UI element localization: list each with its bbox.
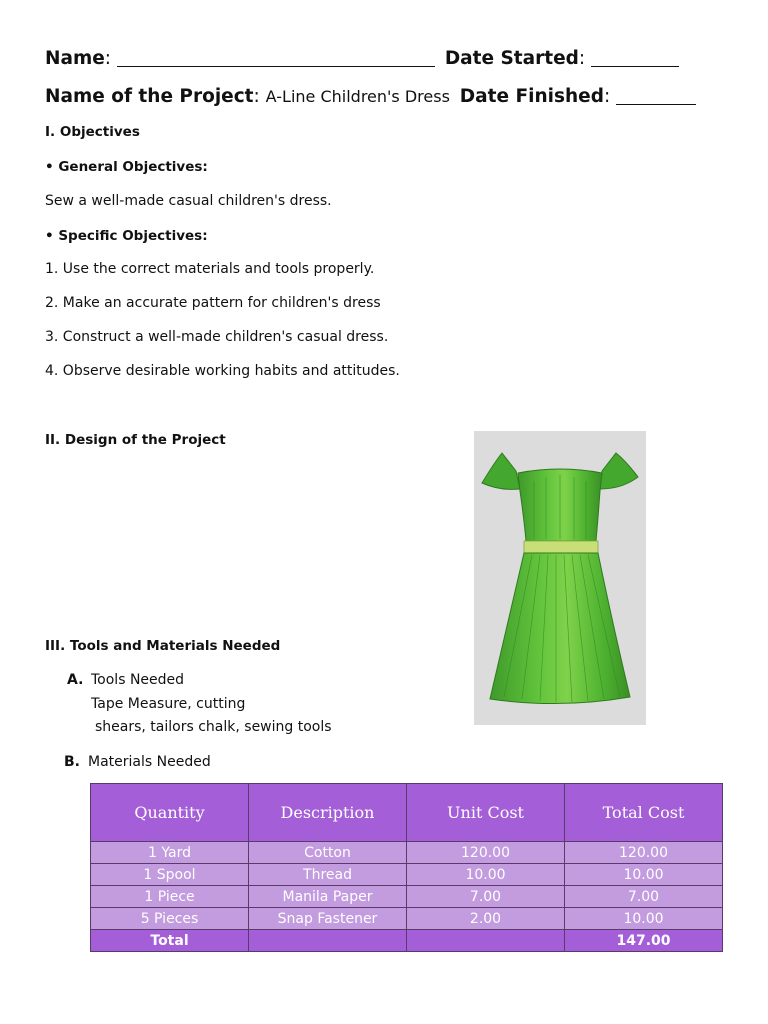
- tools-materials-heading: III. Tools and Materials Needed: [45, 638, 281, 654]
- unit-cost-cell: 120.00: [407, 842, 565, 864]
- general-objective-text: Sew a well-made casual children's dress.: [45, 193, 332, 209]
- name-field[interactable]: [117, 48, 435, 67]
- description-cell: Snap Fastener: [249, 908, 407, 930]
- quantity-cell: 1 Spool: [91, 864, 249, 886]
- table-row: [91, 864, 723, 886]
- unit-cost-cell: 7.00: [407, 886, 565, 908]
- description-cell: Cotton: [249, 842, 407, 864]
- tools-needed-line: Tape Measure, cutting: [91, 696, 246, 712]
- date-finished-field[interactable]: [616, 86, 696, 105]
- quantity-cell: 1 Piece: [91, 886, 249, 908]
- table-row: [91, 908, 723, 930]
- total-cost-cell: 10.00: [565, 908, 723, 930]
- table-row: [91, 842, 723, 864]
- table-row: [91, 886, 723, 908]
- specific-objective-item: 1. Use the correct materials and tools properly.: [45, 261, 375, 277]
- empty-cell: [407, 930, 565, 952]
- unit-cost-cell: 10.00: [407, 864, 565, 886]
- date-finished-label: Date Finished: [459, 86, 604, 107]
- quantity-cell: 5 Pieces: [91, 908, 249, 930]
- specific-objective-item: 2. Make an accurate pattern for children's dress: [45, 295, 381, 311]
- total-cost-cell: 10.00: [565, 864, 723, 886]
- project-label: Name of the Project: [45, 86, 254, 107]
- dress-drawing: [474, 431, 646, 725]
- specific-objectives-heading: • Specific Objectives:: [45, 228, 208, 244]
- empty-cell: [249, 930, 407, 952]
- total-value-cell: 147.00: [565, 930, 723, 952]
- column-header-quantity: Quantity: [91, 784, 249, 842]
- quantity-cell: 1 Yard: [91, 842, 249, 864]
- design-heading: II. Design of the Project: [45, 432, 226, 448]
- description-cell: Manila Paper: [249, 886, 407, 908]
- tools-needed-line: shears, tailors chalk, sewing tools: [95, 719, 332, 735]
- tools-list-marker: A.: [67, 672, 84, 688]
- objectives-heading: I. Objectives: [45, 124, 140, 140]
- column-header-total-cost: Total Cost: [565, 784, 723, 842]
- materials-list-marker: B.: [64, 754, 80, 770]
- total-cost-cell: 7.00: [565, 886, 723, 908]
- materials-needed-title: Materials Needed: [88, 754, 211, 770]
- materials-table: [90, 783, 723, 952]
- total-label-cell: Total: [91, 930, 249, 952]
- date-started-label: Date Started: [444, 48, 579, 69]
- project-name: A-Line Children's Dress: [265, 87, 450, 106]
- total-cost-cell: 120.00: [565, 842, 723, 864]
- tools-needed-title: Tools Needed: [91, 672, 185, 688]
- column-header-unit-cost: Unit Cost: [407, 784, 565, 842]
- column-header-description: Description: [249, 784, 407, 842]
- table-header-row: [91, 784, 723, 842]
- description-cell: Thread: [249, 864, 407, 886]
- dress-design-image: [474, 431, 646, 725]
- name-label: Name: [45, 48, 105, 69]
- unit-cost-cell: 2.00: [407, 908, 565, 930]
- general-objectives-heading: • General Objectives:: [45, 159, 208, 175]
- project-line: Name of the Project: A-Line Children's Dress Date Finished:: [45, 86, 696, 107]
- date-started-field[interactable]: [591, 48, 679, 67]
- specific-objective-item: 4. Observe desirable working habits and attitudes.: [45, 363, 400, 379]
- table-total-row: [91, 930, 723, 952]
- name-line: Name: Date Started:: [45, 48, 679, 69]
- specific-objective-item: 3. Construct a well-made children's casual dress.: [45, 329, 389, 345]
